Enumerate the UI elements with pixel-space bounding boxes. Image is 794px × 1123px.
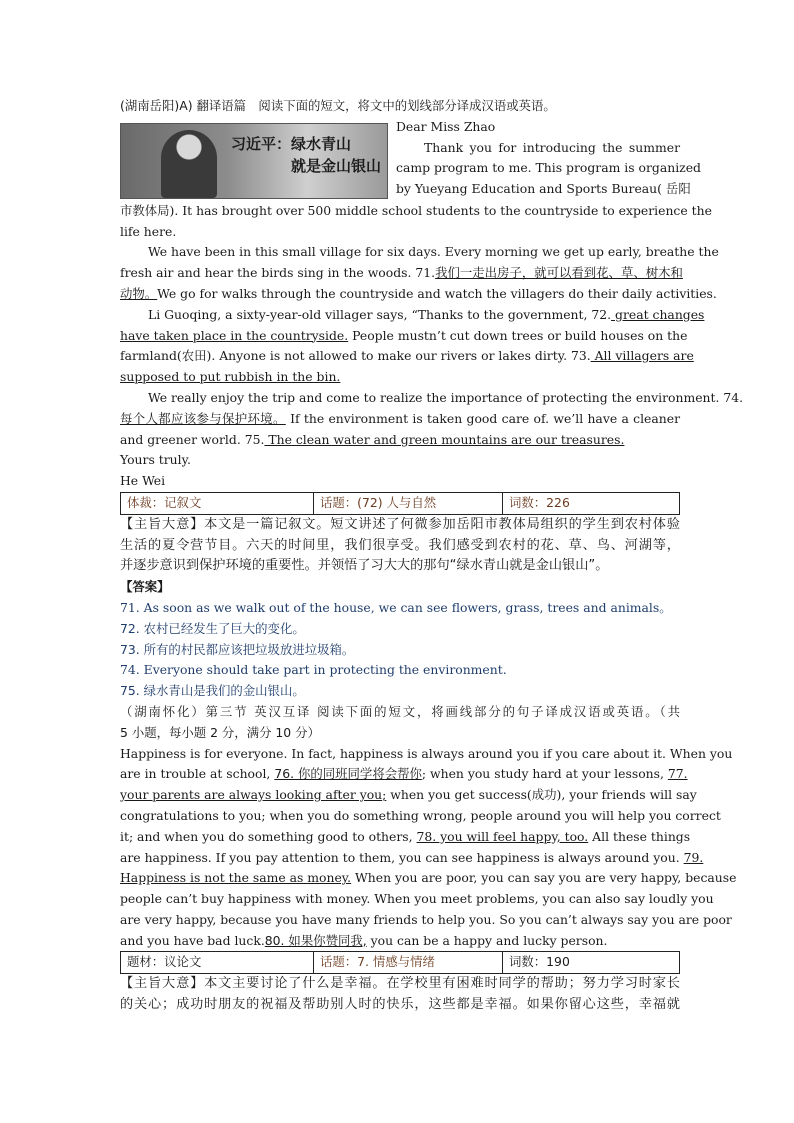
passage-line: congratulations to you; when you do something wrong, people around you will help you correct [120,807,721,823]
passage-line: Happiness is not the same as money. When you are poor, you can say you are very happy, because [120,870,737,886]
word-count-cell: 词数：190 [503,952,680,974]
section-header: (湖南岳阳)A) 翻译语篇 阅读下面的短文，将文中的划线部分译成汉语或英语。 [120,98,556,113]
underlined-71: 我们一走出房子，就可以看到花、草、树木和 [435,265,683,281]
letter-line: Li Guoqing, a sixty-year-old villager says, “Thanks to the government, 72. great changes [148,306,705,322]
underlined-78: 78. you will feel happy, too. [416,828,589,844]
topic-cell: 话题：(72) 人与自然 [314,492,503,514]
underlined-71-end: 动物。 [120,285,158,301]
passage-line: Happiness is for everyone. In fact, happiness is always around you if you care about it. When you [120,745,733,761]
passage-line: are very happy, because you have many friends to help you. So you can’t always say you are poor [120,911,732,927]
underlined-79: 79. [683,849,704,865]
answer-73: 73. 所有的村民都应该把垃圾放进垃圾箱。 [120,641,355,657]
answers-label: 【答案】 [120,579,170,595]
photo-slogan: 习近平：绿水青山 [231,134,352,153]
letter-line: Thank you for introducing the summer [424,139,680,155]
letter-line: We really enjoy the trip and come to realize the importance of protecting the environment. 74. [148,389,744,405]
photo-slogan-2: 就是金山银山 [291,156,382,175]
passage-2 [120,744,737,952]
slogan-photo [120,123,388,201]
info-table-2 [120,951,680,974]
letter-line: fresh air and hear the birds sing in the woods. 71.我们一走出房子，就可以看到花、草、树木和 [120,265,683,281]
answer-72: 72. 农村已经发生了巨大的变化。 [120,620,305,636]
letter-line: camp program to me. This program is organized [396,160,701,176]
passage-line: are happiness. If you pay attention to them, you can see happiness is always around you. 79. [120,849,704,865]
section-2-header: （湖南怀化）第三节 英汉互译 阅读下面的短文，将画线部分的句子译成汉语或英语。（共 5 小题，每小题 2 分，满分 10 分） [120,703,680,740]
letter-line: 动物。We go for walks through the countryside and watch the villagers do their daily activities. [120,285,717,301]
answer-75: 75. 绿水青山是我们的金山银山。 [120,683,305,699]
genre-cell: 题材：议论文 [121,952,314,974]
underlined-73: All villagers are [590,348,694,364]
letter-line: 每个人都应该参与保护环境。 If the environment is taken good care of. we’ll have a cleaner [120,410,680,426]
underlined-77-end: your parents are always looking after you; [120,787,387,803]
passage-line: people can’t buy happiness with money. When you meet problems, you can also say loudly you [120,891,714,907]
passage-line: it; and when you do something good to others, 78. you will feel happy, too. All these things [120,828,691,844]
underlined-72-end: have taken place in the countryside. [120,327,349,343]
closing: Yours truly. [120,452,191,468]
underlined-79-end: Happiness is not the same as money. [120,870,352,886]
summary-2: 【主旨大意】本文主要讨论了什么是幸福。在学校里有困难时同学的帮助；努力学习时家长 的关心；成功时朋友的祝福及帮助别人时的快乐，这些都是幸福。如果你留心这些，幸福就 [120,976,680,1013]
topic-cell: 话题：7. 情感与情绪 [314,952,503,974]
passage-line: and you have bad luck.80. 如果你赞同我, you can be a happy and lucky person. [120,932,608,948]
genre-cell: 体裁：记叙文 [121,492,314,514]
summary-1: 【主旨大意】本文是一篇记叙文。短文讲述了何微参加岳阳市教体局组织的学生到农村体验 生活的夏令营节目。六天的时间里，我们很享受。我们感受到农村的花、草、鸟、河湖等， 并逐步意识到保护环境的重要性。并领悟了习大大的那句“绿水青山就是金山银山”。 [120,516,680,574]
letter-line: and greener world. 75. The clean water and green mountains are our treasures. [120,431,625,447]
letter-line: life here. [120,223,177,239]
underlined-74: 每个人都应该参与保护环境。 [120,410,286,426]
document-page [120,96,744,1016]
salutation: Dear Miss Zhao [396,118,496,134]
signature: He Wei [120,473,166,489]
underlined-80: 80. 如果你赞同我, [264,932,367,948]
letter-line: have taken place in the countryside. People mustn’t cut down trees or build houses on the [120,327,688,343]
underlined-77: 77. [667,766,688,782]
underlined-73-end: supposed to put rubbish in the bin. [120,369,341,385]
letter-line: farmland(农田). Anyone is not allowed to make our rivers or lakes dirty. 73. All villagers are [120,348,694,364]
letter-line: 市教体局). It has brought over 500 middle school students to the countryside to experience the [120,202,712,218]
letter-line [120,367,680,388]
passage-line: are in trouble at school, 76. 你的同班同学将会帮你; when you study hard at your lessons, 77. [120,766,688,782]
answers-block [120,577,680,702]
answer-71: 71. As soon as we walk out of the house, we can see flowers, grass, trees and animals。 [120,599,672,615]
person-figure [161,130,217,198]
letter-line: by Yueyang Education and Sports Bureau( 岳阳 [396,181,691,197]
answer-74: 74. Everyone should take part in protecting the environment. [120,662,507,678]
letter-line: We have been in this small village for six days. Every morning we get up early, breathe the [148,244,719,260]
underlined-76: 76. 你的同班同学将会帮你 [274,766,422,782]
passage-line: your parents are always looking after you; when you get success(成功), your friends will say [120,787,697,803]
photo-image [120,123,388,199]
underlined-72: great changes [611,306,705,322]
word-count-cell: 词数：226 [503,492,680,514]
info-table-1 [120,492,680,515]
underlined-75: The clean water and green mountains are our treasures. [264,431,625,447]
